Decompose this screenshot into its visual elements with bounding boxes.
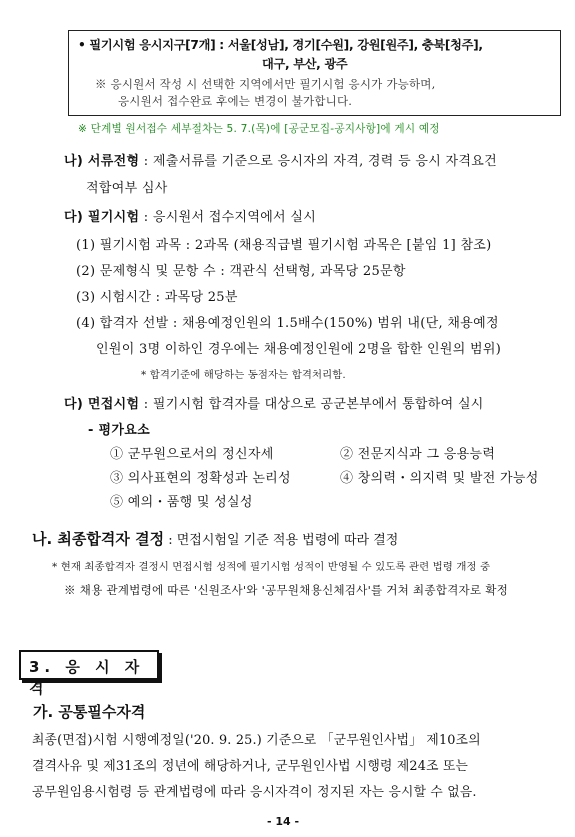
tie-note: * 합격기준에 해당하는 동점자는 합격처리함. — [141, 369, 346, 381]
interview-text: : 필기시험 합격자를 대상으로 공군본부에서 통합하여 실시 — [139, 397, 484, 412]
final-note-1: * 현재 최종합격자 결정시 면접시험 성적에 필기시험 성적이 반영될 수 있도록 관련 법령 개정 중 — [52, 561, 491, 573]
written-item-3: (3) 시험시간 : 과목당 25분 — [76, 290, 238, 305]
exam-regions-line: • 필기시험 응시지구[7개] : 서울[성남], 경기[수원], 강원[원주], 충북[청주], — [78, 38, 483, 52]
written-exam — [64, 206, 316, 225]
criterion-1: ① 군무원으로서의 정신자세 — [110, 447, 274, 462]
written-item-2: (2) 문제형식 및 문항 수 : 객관식 선택형, 과목당 25문항 — [76, 264, 406, 279]
written-text: : 응시원서 접수지역에서 실시 — [139, 210, 317, 225]
written-item-1: (1) 필기시험 과목 : 2과목 (채용직급별 필기시험 과목은 [붙임 1] 참조) — [76, 238, 492, 253]
final-label: 나. 최종합격자 결정 — [32, 530, 165, 548]
requirements-line-1: 최종(면접)시험 시행예정일('20. 9. 25.) 기준으로 「군무원인사법」 제10조의 — [32, 733, 481, 748]
final-text: : 면접시험일 기준 적용 법령에 따라 결정 — [164, 533, 399, 548]
criterion-4: ④ 창의력・의지력 및 발전 가능성 — [340, 471, 539, 486]
written-item-4: (4) 합격자 선발 : 채용예정인원의 1.5배수(150%) 범위 내(단, 채용예정 — [76, 316, 499, 331]
box-note-2: 응시원서 접수완료 후에는 변경이 불가합니다. — [118, 94, 353, 108]
document-screening — [64, 150, 497, 169]
common-requirements-heading: 가. 공통필수자격 — [33, 703, 146, 721]
screening-text: : 제출서류를 기준으로 응시자의 자격, 경력 등 응시 자격요건 — [139, 154, 497, 169]
exam-regions-line-2: 대구, 부산, 광주 — [262, 57, 348, 71]
criteria-title: - 평가요소 — [88, 423, 150, 438]
requirements-line-2: 결격사유 및 제31조의 정년에 해당하거나, 군무원인사법 시행령 제24조 또는 — [32, 759, 469, 774]
interview-exam — [64, 393, 484, 412]
page-number: - 14 - — [267, 815, 300, 828]
final-decision — [32, 528, 398, 549]
interview-label: 다) 면접시험 — [64, 397, 140, 412]
schedule-note: ※ 단계별 원서접수 세부절차는 5. 7.(목)에 [공군모집-공지사항]에 게시 예정 — [78, 123, 440, 135]
written-item-4-cont: 인원이 3명 이하인 경우에는 채용예정인원에 2명을 합한 인원의 범위) — [96, 342, 502, 357]
final-note-2: ※ 채용 관계법령에 따른 '신원조사'와 '공무원채용신체검사'를 거쳐 최종합격자로 확정 — [64, 583, 509, 597]
screening-label: 나) 서류전형 — [64, 154, 140, 169]
section-3-heading: 3. 응 시 자 격 — [19, 650, 159, 680]
screening-text-2: 적합여부 심사 — [86, 181, 168, 196]
written-label: 다) 필기시험 — [64, 210, 140, 225]
requirements-line-3: 공무원임용시험령 등 관계법령에 따라 응시자격이 정지된 자는 응시할 수 없음. — [32, 785, 477, 800]
criterion-2: ② 전문지식과 그 응용능력 — [340, 447, 496, 462]
box-note-1: ※ 응시원서 작성 시 선택한 지역에서만 필기시험 응시가 가능하며, — [95, 77, 436, 91]
criterion-3: ③ 의사표현의 정확성과 논리성 — [110, 471, 291, 486]
criterion-5: ⑤ 예의・품행 및 성실성 — [110, 495, 253, 510]
